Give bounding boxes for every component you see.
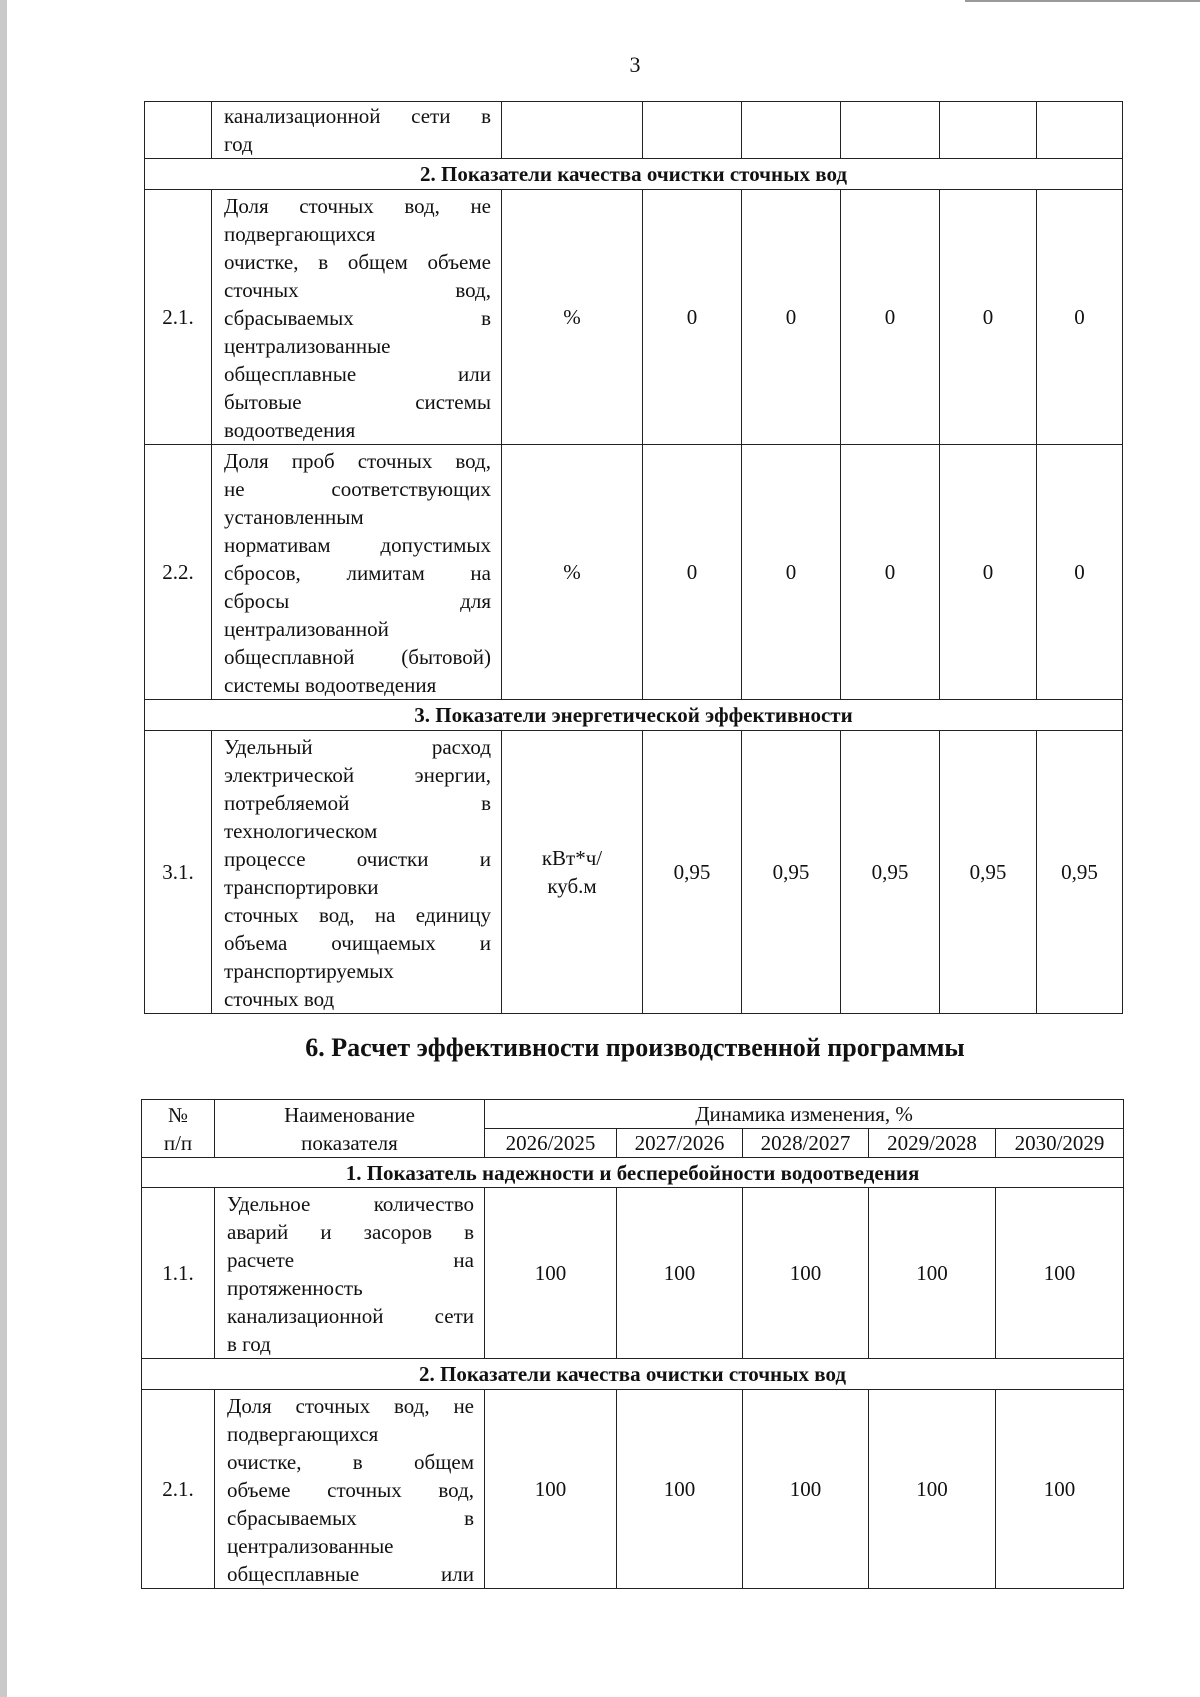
num-header — [142, 1100, 215, 1158]
section-title: 1. Показатель надежности и бесперебойности водоотведения — [142, 1158, 1124, 1188]
indicators-table — [144, 101, 1123, 1014]
section-row — [145, 159, 1123, 190]
value-cell: 0 — [841, 445, 940, 700]
value-cell: 100 — [485, 1188, 617, 1359]
value-cell: 0 — [841, 190, 940, 445]
section-title: 2. Показатели качества очистки сточных вод — [145, 159, 1123, 190]
value-cell: 0,95 — [841, 731, 940, 1014]
name-header-line-1: Наименование — [284, 1102, 415, 1127]
value-cell: 0,95 — [742, 731, 841, 1014]
value-cell: 100 — [617, 1390, 743, 1589]
year-header: 2027/2026 — [617, 1129, 743, 1158]
table-row — [142, 1390, 1124, 1589]
name-header-line-2: показателя — [301, 1130, 398, 1155]
row-number: 3.1. — [145, 731, 212, 1014]
value-cell: 0 — [643, 190, 742, 445]
section-title: 2. Показатели качества очистки сточных вод — [142, 1359, 1124, 1390]
unit-cell: % — [502, 190, 643, 445]
value-cell: 0 — [1037, 190, 1123, 445]
num-header-line-2: п/п — [163, 1130, 193, 1155]
value-cell: 0,95 — [1037, 731, 1123, 1014]
unit-line-1: кВт*ч/ — [541, 846, 603, 870]
indicator-name: Удельный расход электрической энергии, потребляемой в технологическом процессе очистки и транспортировки сточных вод, на единицу объема очищаемых и транспортируемых сточных вод — [212, 731, 502, 1014]
year-header: 2029/2028 — [869, 1129, 996, 1158]
value-cell: 100 — [617, 1188, 743, 1359]
year-header: 2026/2025 — [485, 1129, 617, 1158]
scan-edge — [0, 0, 7, 1697]
num-cell — [145, 102, 212, 159]
value-cell: 0 — [940, 445, 1037, 700]
num-header-line-1: № — [167, 1102, 189, 1127]
indicator-name: Доля проб сточных вод, не соответствующих установленным нормативам допустимых сбросов, лимитам на сбросы для централизованной общесплавной (бытовой) системы водоотведения — [212, 445, 502, 700]
value-cell: 0 — [1037, 445, 1123, 700]
value-cell: 100 — [869, 1390, 996, 1589]
row-number: 1.1. — [142, 1188, 215, 1359]
section-heading: 6. Расчет эффективности производственной программы — [305, 1033, 965, 1062]
value-cell: 100 — [996, 1390, 1124, 1589]
unit-line-2: куб.м — [547, 874, 597, 898]
indicator-name: Удельное количество аварий и засоров в расчете на протяженность канализационной сети в год — [215, 1188, 485, 1359]
table-row — [145, 190, 1123, 445]
table-row — [142, 1188, 1124, 1359]
value-cell: 0 — [940, 190, 1037, 445]
efficiency-table — [141, 1099, 1124, 1589]
table-row — [145, 102, 1123, 159]
unit-cell — [502, 731, 643, 1014]
indicator-name: Доля сточных вод, не подвергающихся очистке, в общем объеме сточных вод, сбрасываемых в централизованные общесплавные или — [215, 1390, 485, 1589]
page-number: 3 — [629, 52, 641, 77]
row-number: 2.1. — [142, 1390, 215, 1589]
indicator-name: Доля сточных вод, не подвергающихся очистке, в общем объеме сточных вод, сбрасываемых в централизованные общесплавные или бытовые системы водоотведения — [212, 190, 502, 445]
value-cell: 0 — [742, 190, 841, 445]
value-cell: 0,95 — [643, 731, 742, 1014]
value-cell: 0 — [742, 445, 841, 700]
value-cell: 100 — [485, 1390, 617, 1589]
dynamics-header: Динамика изменения, % — [485, 1100, 1124, 1129]
section-row — [142, 1359, 1124, 1390]
indicator-name: канализационной сети в год — [212, 102, 502, 159]
table-row — [145, 731, 1123, 1014]
value-cell: 100 — [996, 1188, 1124, 1359]
row-number: 2.1. — [145, 190, 212, 445]
year-header: 2028/2027 — [743, 1129, 869, 1158]
table-row — [145, 445, 1123, 700]
section-row — [145, 700, 1123, 731]
value-cell: 100 — [869, 1188, 996, 1359]
scan-top-line — [965, 0, 1200, 2]
section-title: 3. Показатели энергетической эффективности — [145, 700, 1123, 731]
row-number: 2.2. — [145, 445, 212, 700]
unit-cell: % — [502, 445, 643, 700]
value-cell: 100 — [743, 1390, 869, 1589]
section-row — [142, 1158, 1124, 1188]
value-cell: 100 — [743, 1188, 869, 1359]
name-header — [215, 1100, 485, 1158]
year-header: 2030/2029 — [996, 1129, 1124, 1158]
value-cell: 0 — [643, 445, 742, 700]
header-row — [142, 1100, 1124, 1129]
value-cell: 0,95 — [940, 731, 1037, 1014]
